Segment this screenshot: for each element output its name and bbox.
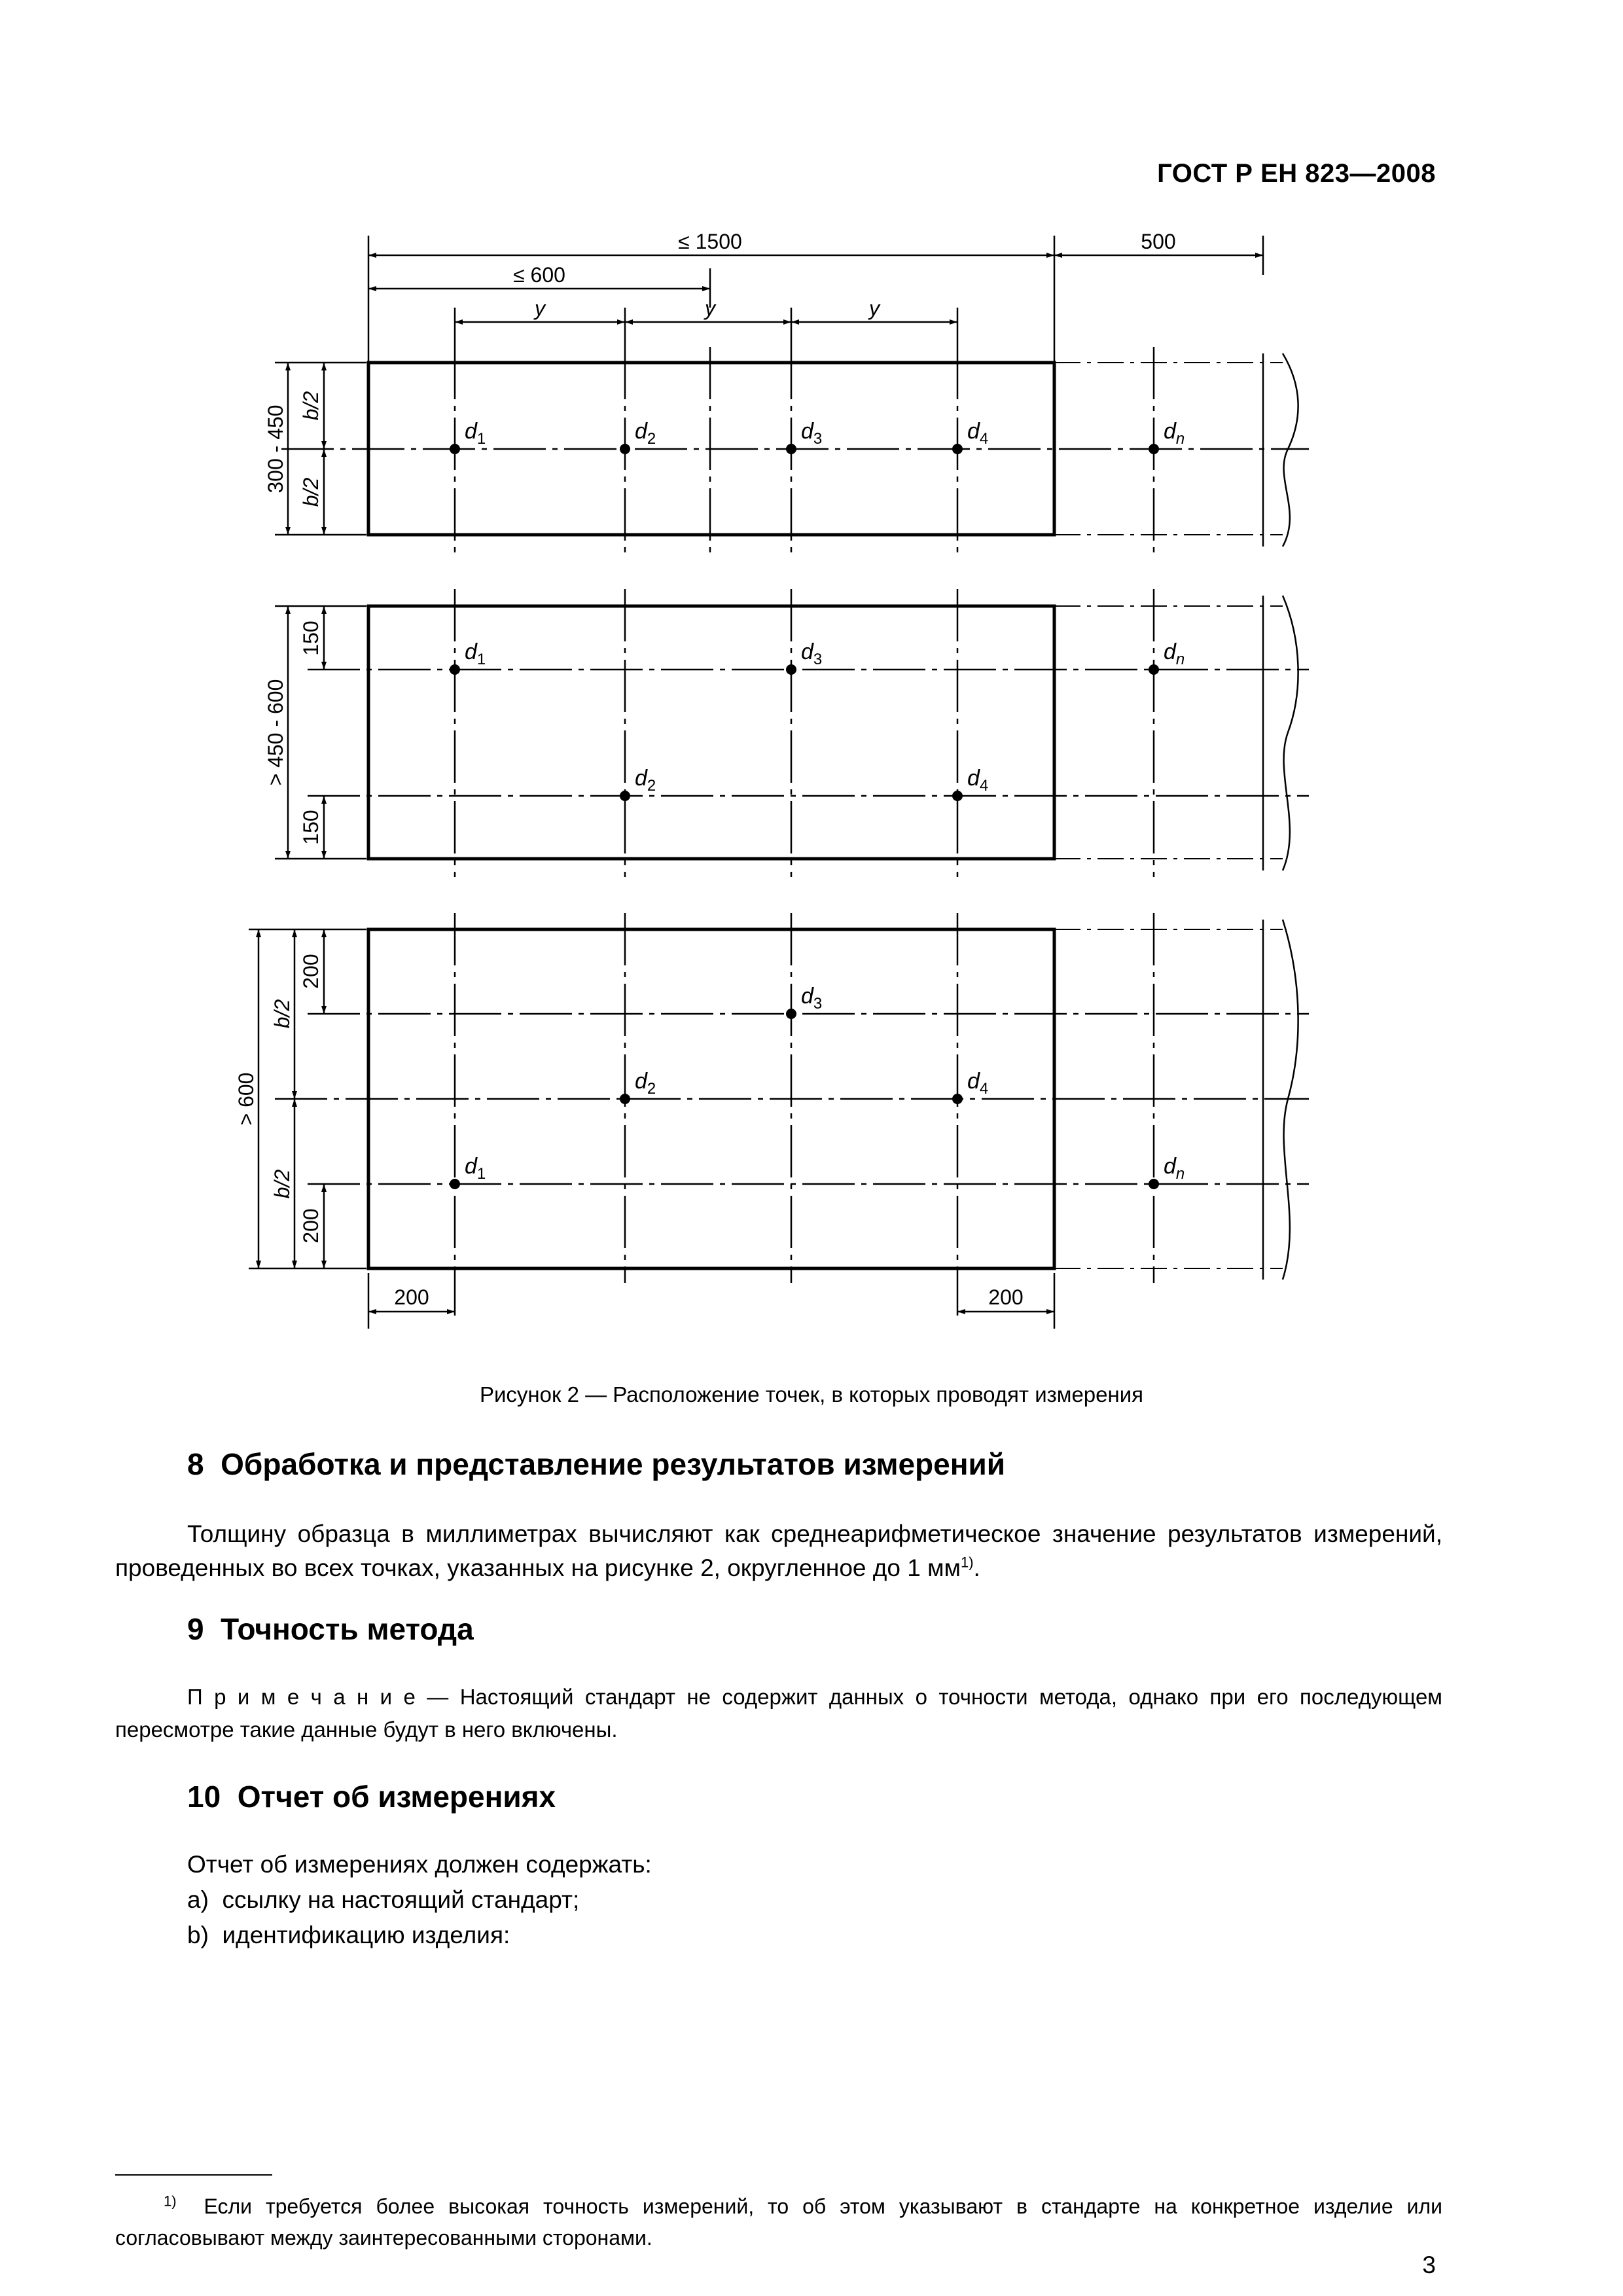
panel2-width-range: > 450 - 600 <box>264 679 287 786</box>
section-8-paragraph: Толщину образца в миллиметрах вычисляют как среднеарифметическое значение результатов измерений, проведенных во всех точках, указанных на рисунке 2, округленное до 1 $мм^{1)}$. <box>115 1520 1442 1581</box>
point-label-dn: $d_n$ <box>1164 1154 1185 1183</box>
point-label-dn: $d_n$ <box>1164 419 1185 448</box>
list-marker: b) <box>187 1922 209 1948</box>
note-label: П р и м е ч а н и е <box>187 1685 416 1709</box>
list-marker: a) <box>187 1886 209 1913</box>
panel3-width-range: > 600 <box>234 1072 258 1126</box>
point-label-d1: $d_1$ <box>465 419 486 448</box>
dim-total-length: ≤ 1500 <box>678 230 742 253</box>
note-text: — Настоящий стандарт не содержит данных о точности метода, однако при его последующем пересмотре такие данные будут в него включены. <box>115 1685 1442 1742</box>
point-label-d3: $d_3$ <box>801 419 823 448</box>
section-title: Точность метода <box>221 1612 474 1646</box>
footnote-marker: 1) <box>164 2193 177 2210</box>
point-label-d2: $d_2$ <box>635 419 656 448</box>
list-item <box>187 1918 510 1953</box>
figure-caption: Рисунок 2 — Расположение точек, в которых проводят измерения <box>479 1382 1144 1407</box>
panel3-half-top: b/2 <box>270 999 294 1029</box>
dim-edge-offset-left: 200 <box>394 1285 429 1309</box>
panel3-half-bottom: b/2 <box>270 1169 294 1199</box>
panel2-edge-bottom: 150 <box>299 810 323 845</box>
list-item-text: идентификацию изделия: <box>222 1922 510 1948</box>
dim-edge-offset-right: 200 <box>988 1285 1024 1309</box>
section-title: Обработка и представление результатов измерений <box>221 1447 1006 1481</box>
page-number: 3 <box>1422 2251 1436 2278</box>
standard-id-header: ГОСТ Р ЕН 823—2008 <box>1157 159 1436 188</box>
point-label-d4: $d_4$ <box>967 419 989 448</box>
panel-2 <box>275 589 1309 877</box>
footnote-divider <box>115 2174 272 2176</box>
section-number: 8 <box>187 1447 204 1481</box>
dim-spacing-1: y <box>535 296 545 320</box>
panel1-width-range: 300 - 450 <box>264 404 287 493</box>
list-item-text: ссылку на настоящий стандарт; <box>222 1886 580 1913</box>
section-title: Отчет об измерениях <box>237 1780 556 1814</box>
footnote-ref[interactable]: 1) <box>960 1554 974 1571</box>
footnote <box>115 2191 1442 2253</box>
point-label-d3: $d_3$ <box>801 639 823 668</box>
point-label-d1: $d_1$ <box>465 639 486 668</box>
section-9-note <box>115 1681 1442 1746</box>
measurement-point-dots <box>450 444 1159 1189</box>
dim-first-segment: ≤ 600 <box>513 263 565 287</box>
point-label-d2: $d_2$ <box>635 1069 656 1098</box>
point-label-d3: $d_3$ <box>801 984 823 1013</box>
section-9-heading <box>187 1611 474 1647</box>
section-10-intro: Отчет об измерениях должен содержать: <box>187 1851 652 1878</box>
point-label-d4: $d_4$ <box>967 766 989 795</box>
point-label-d2: $d_2$ <box>635 766 656 795</box>
section-10-heading <box>187 1779 556 1814</box>
point-label-d4: $d_4$ <box>967 1069 989 1098</box>
dim-spacing-2: y <box>705 296 715 320</box>
point-label-d1: $d_1$ <box>465 1154 486 1183</box>
point-label-dn: $d_n$ <box>1164 639 1185 668</box>
top-dimension-lines <box>368 236 1263 367</box>
panel2-edge-top: 150 <box>299 620 323 656</box>
footnote-text: Если требуется более высокая точность измерений, то об этом указывают в стандарте на конкретное изделие или согласовывают между заинтересованными сторонами. <box>115 2195 1443 2250</box>
panel3-edge-bottom: 200 <box>299 1208 323 1244</box>
panel-3 <box>249 913 1309 1329</box>
section-number: 10 <box>187 1780 221 1814</box>
panel1-half-bottom: b/2 <box>299 477 323 507</box>
panel3-edge-top: 200 <box>299 954 323 989</box>
panel1-half-top: b/2 <box>299 391 323 421</box>
section-8-heading <box>187 1446 1005 1482</box>
section-number: 9 <box>187 1612 204 1646</box>
dim-spacing-3: y <box>869 296 880 320</box>
list-item <box>187 1882 579 1918</box>
dim-extension: 500 <box>1141 230 1176 253</box>
